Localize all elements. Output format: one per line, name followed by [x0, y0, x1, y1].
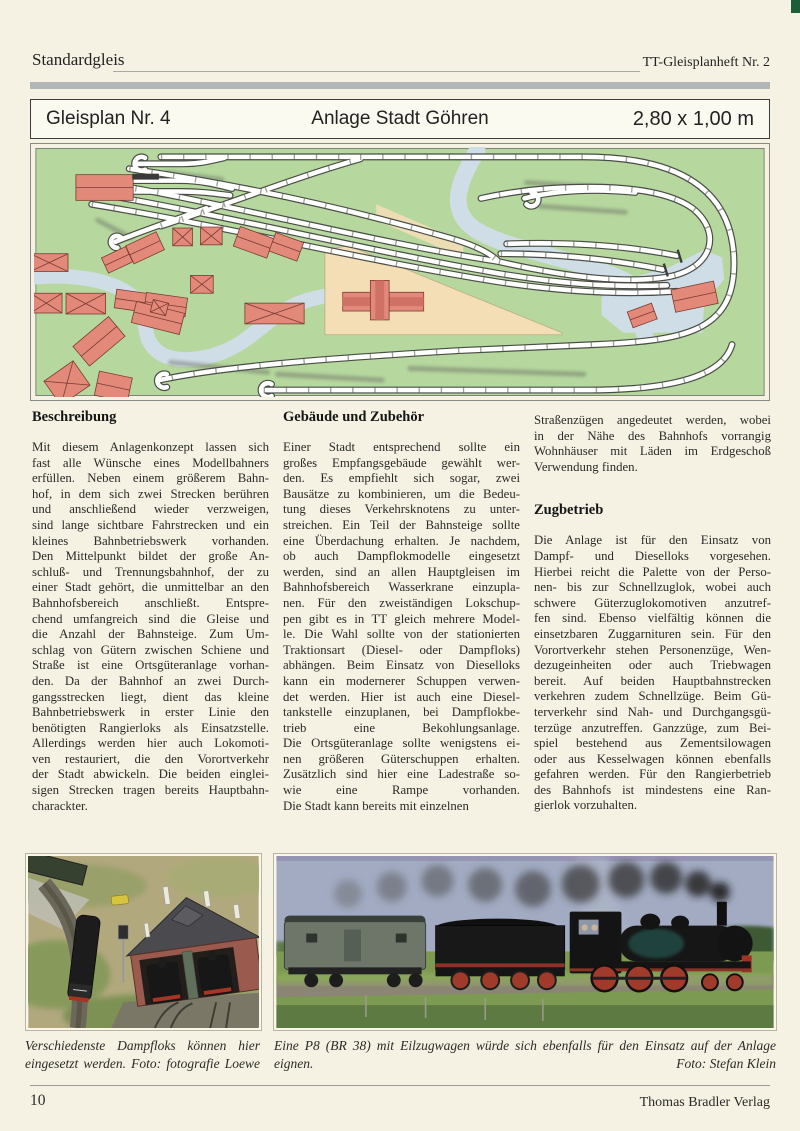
plan-house: [191, 275, 214, 293]
column-gebaeude: [283, 408, 520, 814]
plan-house: [66, 293, 106, 314]
caption-right-line1: Eine P8 (BR 38) mit Eilzugwagen würde sich ebenfalls für den Einsatz auf der Anlage: [274, 1038, 776, 1053]
heading-gebaeude: Gebäude und Zubehör: [283, 409, 425, 425]
track-plan: [30, 143, 770, 401]
heading-zugbetrieb: Zugbetrieb: [534, 502, 604, 519]
photo-credit: Foto: Stefan Klein: [676, 1055, 776, 1071]
page-number: 10: [30, 1092, 46, 1109]
crew-figure: [581, 924, 587, 930]
plan-house: [173, 228, 193, 246]
photo-p8-train: [273, 853, 777, 1031]
body-text: Die Anlage ist für den Einsatz von Dampf- und Dieselloks vorgesehen. Hierbei reicht die Palette von der Perso- nen- bis zur Schnellzuglok, wobei auch schwere Güterzuglokomotiven anzutref- fen sind. Ebenso vielfältig können die einsetzbaren Zuggarnituren sein. Für den Vorortverkehr stehen Personenzüge, Wen- dezugeinheiten oder auch Triebwagen bereit. Auf beiden Hauptbahnstrecken verkehren zudem Schnellzüge. Beim Gü- terverkehr sind Nah- und Durchgangsgü- terzüge anzutreffen. Ganzzüge, zum Bei- spiel bestehend aus Zementsilowagen oder aus Kesselwagen können ebenfalls gefahren werden. Für den Rangierbetrieb des Bahnhofs ist mindestens eine Ran- gierlok vorzuhalten.: [534, 533, 771, 813]
body-text: Mit diesem Anlagenkonzept lassen sich fast alle Wünsche eines Modellbahners erfüllen. Neben einem größerem Bahn- hof, in dem sich zwei Strecken berühren und anschließend wieder verzweigen, sind lange sichtbare Fahrstrecken und ein kleines Bahnbetriebswerk vorhanden. Den Mittelpunkt bildet der große An- schluß- und Trennungsbahnhof, der zu einer Stadt gehört, die unmittelbar an den Bahnhofsbereich anschließt. Entspre- chend umfangreich sind die Gleise und die Anzahl der Bahnsteige. Zum Um- schlag von Gütern zwischen Schiene und Straße ist eine Ortsgüteranlage vorhan- den. Da der Bahnhof an zwei Durch- gangsstrecken liegt, dient das kleine Bahnbetriebswerk in erster Linie den benötigten Rangierloks als Einsatzstelle. Allerdings werden hier auch Lokomoti- ven restauriert, die den Vorortverkehr der Stadt abwickeln. Die beiden einglei- sigen Strecken tragen bereits Hauptbahn- charackter.: [32, 440, 269, 813]
signal-head: [118, 925, 128, 939]
caption-right: [274, 1037, 776, 1072]
track-plan-svg: [34, 147, 766, 397]
yellow-car: [111, 895, 129, 906]
p8-train-illustration: [276, 856, 774, 1028]
header-gray-bar: [30, 82, 770, 89]
photo-model-shed: [25, 853, 262, 1031]
body-text: Straßenzügen angedeutet werden, wobei in der Nähe des Bahnhofs vorrangig Wohnhäuser mit Läden im Erdgeschoß Verwendung finden.: [534, 413, 771, 474]
column-beschreibung: [32, 408, 269, 814]
header-thin-rule: [113, 71, 640, 72]
plan-house: [34, 254, 68, 272]
caption-right-line2: eignen.: [274, 1055, 314, 1071]
layout-size: 2,80 x 1,00 m: [632, 107, 754, 130]
plan-goods-shed: [245, 303, 304, 324]
caption-left: Verschiedenste Dampfloks können hier eingesetzt werden. Foto: fotografie Loewe: [25, 1038, 260, 1071]
model-shed-illustration: [28, 856, 259, 1028]
heading-beschreibung: Beschreibung: [32, 409, 117, 425]
plan-house: [34, 293, 62, 313]
title-bar: [30, 99, 770, 139]
footer-rule: [30, 1085, 770, 1086]
plan-house: [200, 227, 222, 245]
publisher: Thomas Bradler Verlag: [639, 1095, 770, 1110]
chimney: [717, 902, 727, 926]
header-section-title: Standardgleis: [32, 50, 125, 69]
header-booklet-title: TT-Gleisplanheft Nr. 2: [642, 55, 770, 70]
crew-figure: [591, 924, 597, 930]
column-zugbetrieb: [534, 408, 771, 814]
layout-name: Anlage Stadt Göhren: [311, 108, 489, 129]
corner-green-tab: [791, 0, 800, 13]
body-text: Einer Stadt entsprechend sollte ein großes Empfangsgebäude gewählt wer- den. Es empfiehlt sich sogar, zwei Bausätze zu kombinieren, um die Bedeu- tung dieses Verkehrsknotens zu unter- streichen. Ein Teil der Bahnsteige sollte eine Überdachung erhalten. Je nachdem, ob auch Dampflokmodelle eingesetzt werden, sind an allen Hauptgleisen im Bahnhofsbereich Wasserkrane einzupla- nen. Für den zweiständigen Lokschup- pen gibt es in TT gleich mehrere Model- le. Die Wahl sollte von der stationierten Traktionsart (Diesel- oder Dampfloks) abhängen. Beim Einsatz von Dieselloks kann ein modernerer Schuppen verwen- det werden. Hier ist auch eine Diesel- tankstelle einzuplanen, bei Dampflokbe- trieb eine Bekohlungsanlage. Die Ortsgüteranlage sollte wenigstens ei- nen größeren Güterschuppen erhalten. Zusätzlich sind hier eine Ladestraße so- wie eine Rampe vorhanden. Die Stadt kann bereits mit einzelnen: [283, 440, 520, 813]
plan-number: Gleisplan Nr. 4: [46, 108, 171, 129]
foreground-grass: [276, 1005, 773, 1028]
